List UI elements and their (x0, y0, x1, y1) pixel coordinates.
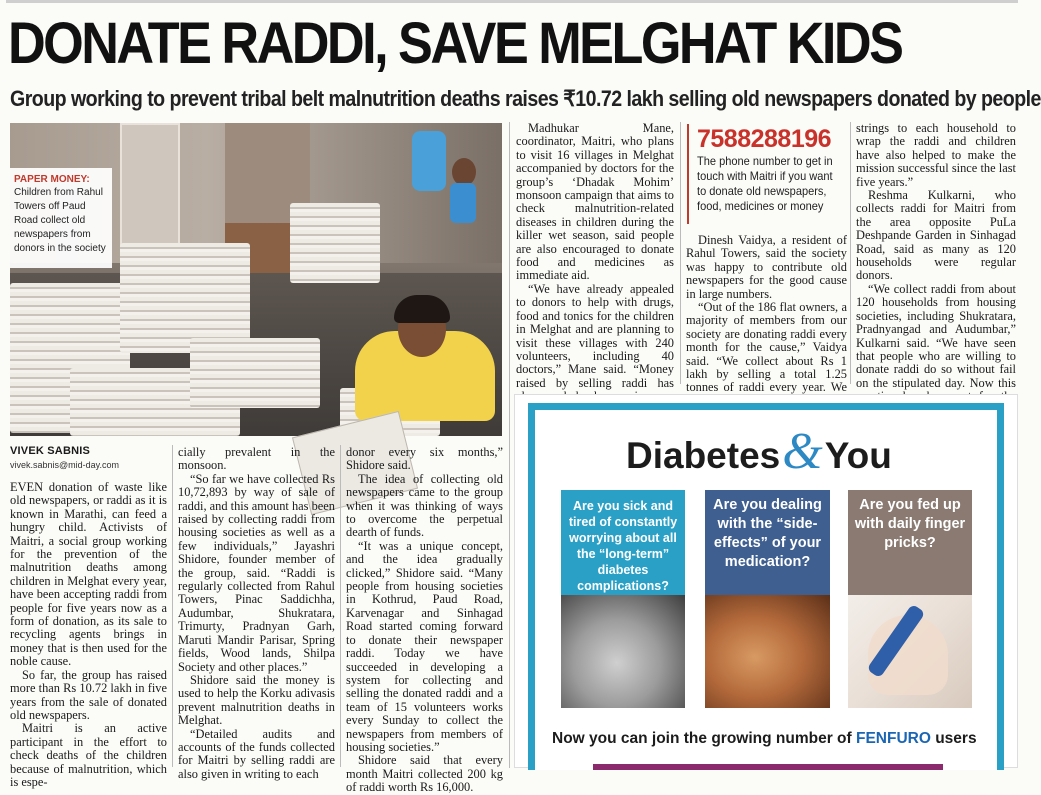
article-column-2 (178, 445, 335, 781)
byline-email: vivek.sabnis@mid-day.com (10, 460, 120, 470)
article-paragraph: “We have already appealed to donors to help with drugs, food and tonics for the children in Melghat and are planning to visit these villages with 240 volunteers, including 40 doctors,” Mane said. “Money raised by selling raddi has (516, 281, 674, 390)
article-paragraph: “We collect raddi from about 120 households from housing societies, including Shukratara, Pradnyangad and Audumbar,” Kulkarni said. “We have seen that people who are willing to donate raddi do so without fail on the stipulated day. Now this (856, 281, 1016, 390)
column-rule (850, 122, 851, 384)
column-rule (172, 445, 173, 767)
article-paragraph: Shidore said the money is used to help the Korku adivasis prevent malnutrition deaths in Melghat. (178, 672, 335, 728)
article-paragraph: donor every six months,” Shidore said. (346, 445, 503, 473)
ad-title-amp: & (782, 423, 823, 480)
article-paragraph: The idea of collecting old newspapers came to the group when it was thinking of ways to overcome the perpetual dearth of funds. (346, 471, 503, 540)
ad-card-text: Are you fed up with daily finger pricks? (854, 497, 966, 551)
newspaper-pile (290, 203, 380, 283)
ad-title (626, 424, 892, 480)
byline-name: VIVEK SABNIS (10, 445, 91, 457)
article-paragraph: Reshma Kulkarni, who collects raddi for Maitri from the area opposite PuLa Deshpande Garden in Sinhagad Road, said as many as 120 households were regular donors. (856, 188, 1016, 283)
ad-card-text: Are you sick and tired of constantly worrying about all the “long-term” diabetes complications? (568, 499, 678, 593)
photo-child (450, 183, 476, 223)
article-paragraph: Madhukar Mane, coordinator, Maitri, who plans to visit 16 villages in Melghat accompanied by doctors for the group’s ‘Dhadak Mohim’ monsoon campaign that aims to check malnutrition-related diseases in children during the killer wet season, said people are also encouraged to donate food and medicines as immediate aid. (516, 121, 674, 283)
column-rule (340, 445, 341, 767)
caption-text: Children from Rahul Towers off Paud Road collect old newspapers from donors in the society (14, 187, 106, 254)
ad-brand: FENFURO (855, 730, 931, 747)
article-paragraph: “Out of the 186 flat owners, a majority of members from our society are donating raddi every month for the cause,” Vaidya said. “We collect about Rs 1 lakh by selling a total 1.25 tonnes of raddi every year. We (686, 300, 847, 395)
newspaper-pile (120, 243, 250, 353)
ad-card-photo-eye (705, 595, 830, 708)
ad-card (705, 490, 830, 708)
article-column-4 (516, 121, 674, 390)
ad-title-part1: Diabetes (626, 435, 781, 476)
article-paragraph: Shidore said that every month Maitri collected 200 kg of raddi worth Rs 16,000. (346, 753, 503, 795)
column-rule (680, 122, 681, 384)
ad-bottom-bar (593, 764, 943, 770)
headline: DONATE RADDI, SAVE MELGHAT KIDS (8, 11, 902, 76)
ad-tagline-prefix: Now you can join the growing number of (552, 730, 852, 747)
subhead: Group working to prevent tribal belt malnutrition deaths raises ₹10.72 lakh selling old newspapers donated by people (10, 86, 1041, 111)
ad-card (848, 490, 972, 708)
ad-card-photo-worried-face (561, 595, 685, 708)
newspaper-pile (190, 338, 320, 408)
photo-child-head (452, 158, 476, 186)
article-column-6 (856, 121, 1016, 390)
article-paragraph: So far, the group has raised more than Rs 10.72 lakh in five years from the sale of donated old newspapers. (10, 667, 167, 722)
ad-tagline-suffix: users (935, 730, 977, 747)
phone-box (687, 124, 843, 224)
article-paragraph: strings to each household to wrap the raddi and children have also helped to make the mission successful since the last five years.” (856, 121, 1016, 189)
photo-child (412, 131, 446, 191)
article-column-1 (10, 480, 167, 789)
article-paragraph: cially prevalent in the monsoon. (178, 445, 335, 473)
phone-text: The phone number to get in touch with Maitri if you want to donate old newspapers, food, medicines or money (697, 154, 833, 213)
caption-title: PAPER MONEY: (14, 174, 90, 185)
article-paragraph: “It was a unique concept, and the idea gradually clicked,” Shidore said. “Many people from housing societies in Kothrud, Paud Road, Karvenagar and Sinhagad Road started coming forward to donate their newspaper raddi. Today we have succeeded in developing a system for collecting and selling the donated raddi and a team of 15 volunteers works every Sunday to collect the newspapers from members of housing societies.” (346, 538, 503, 754)
ad-card-text: Are you dealing with the “side-effects” of your medication? (713, 497, 822, 570)
photo-caption (10, 168, 112, 268)
article-column-3 (346, 445, 503, 795)
ad-card-photo-finger-prick (848, 595, 972, 708)
article-paragraph: Maitri is an active participant in the effort to check deaths of the children because of malnutrition, which is espe- (10, 721, 167, 789)
article-column-5 (686, 233, 847, 395)
top-rule (6, 0, 1018, 3)
article-paragraph: “So far we have collected Rs 10,72,893 by way of sale of raddi, and this amount has been raised by collecting raddi from housing societies as well as a few individuals,” Jayashri Shidore, founder member of the group, said. “Raddi is regularly collected from Rahul Towers, Pinac Saddichha, Audumbar, Shukratara, Trimurty, Pradnyan Garh, Maruti Mandir Parisar, Spring fields, Wood lands, Shilpa Society and other places.” (178, 471, 335, 674)
article-paragraph: EVEN donation of waste like old newspapers, or raddi as it is known in Marathi, can feed a hungry child. Activists of Maitri, a social group working for the prevention of the malnutrition deaths among children in Melghat every year, have been accepting raddi from people for five years now as a form of donation, as its sale to recycling agents brings in money that is then used for the noble cause. (10, 480, 167, 669)
ad-tagline (552, 726, 977, 752)
phone-number: 7588288196 (697, 125, 832, 153)
ad-card (561, 490, 685, 708)
ad-title-part2: You (824, 435, 892, 476)
article-paragraph: “Detailed audits and accounts of the funds collected for Maitri by selling raddi are also given in writing to each (178, 726, 335, 781)
column-rule (509, 122, 510, 768)
article-paragraph: Dinesh Vaidya, a resident of Rahul Towers, said the society was happy to contribute old newspapers for the good cause in large numbers. (686, 233, 847, 301)
